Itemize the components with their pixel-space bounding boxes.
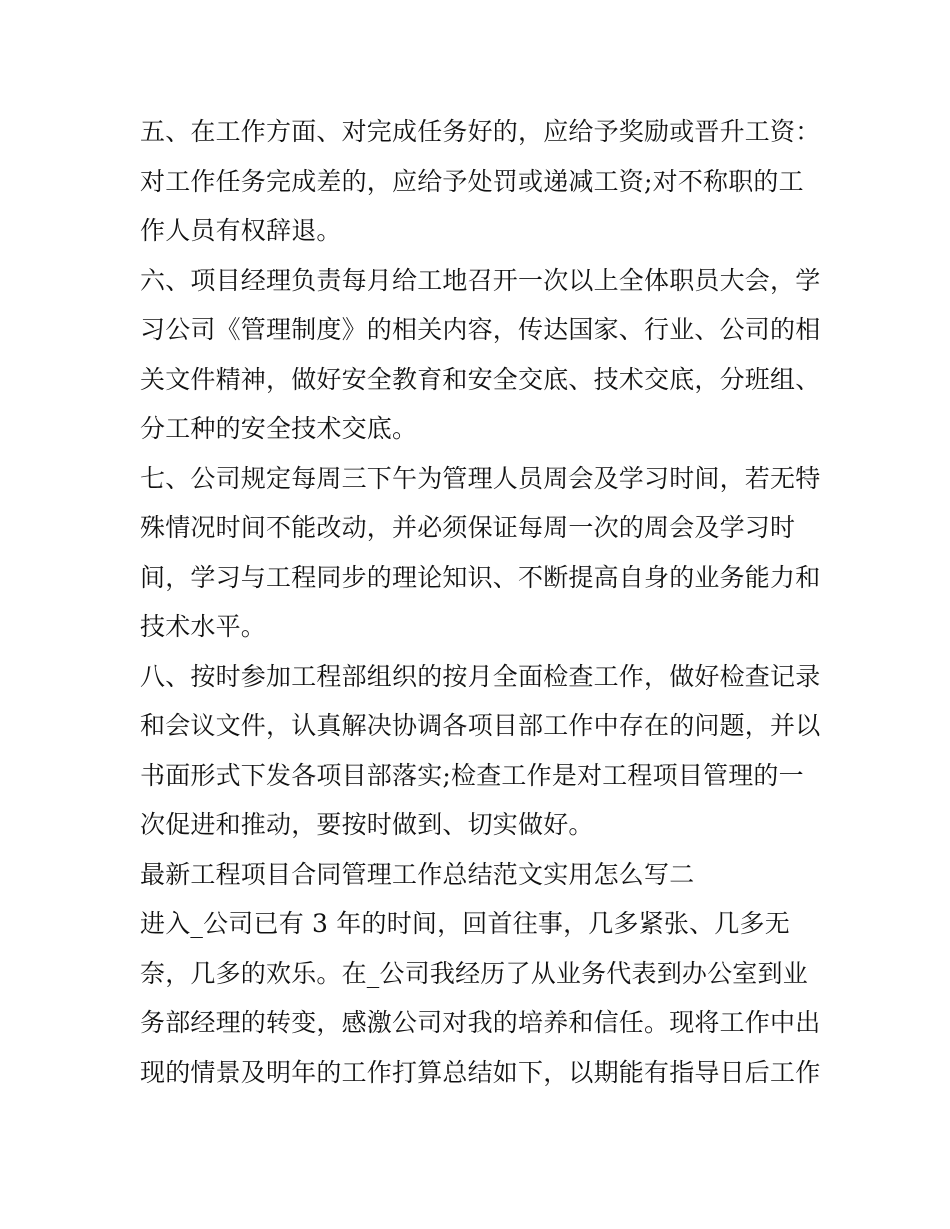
text-line: 八、按时参加工程部组织的按月全面检查工作，做好检查记录 xyxy=(140,661,821,691)
text-line: 习公司《管理制度》的相关内容，传达国家、行业、公司的相 xyxy=(140,315,821,344)
section-heading: 最新工程项目合同管理工作总结范文实用怎么写二 xyxy=(140,859,695,889)
document-body xyxy=(140,107,820,1097)
text-line: 分工种的安全技术交底。 xyxy=(140,414,418,443)
text-line: 进入_公司已有 3 年的时间，回首往事，几多紧张、几多无 xyxy=(140,909,790,938)
text-line: 和会议文件，认真解决协调各项目部工作中存在的问题，并以 xyxy=(140,711,821,740)
text-line: 技术水平。 xyxy=(140,612,267,641)
text-line: 书面形式下发各项目部落实;检查工作是对工程项目管理的一 xyxy=(140,760,804,790)
text-line: 关文件精神，做好安全教育和安全交底、技术交底，分班组、 xyxy=(140,364,821,394)
text-line: 作人员有权辞退。 xyxy=(140,216,342,245)
text-line: 七、公司规定每周三下午为管理人员周会及学习时间，若无特 xyxy=(140,463,821,493)
text-line: 五、在工作方面、对完成任务好的，应给予奖励或晋升工资： xyxy=(140,117,821,146)
text-line: 间，学习与工程同步的理论知识、不断提高自身的业务能力和 xyxy=(140,562,821,592)
text-line: 现的情景及明年的工作打算总结如下，以期能有指导日后工作 xyxy=(140,1057,821,1087)
text-line: 次促进和推动，要按时做到、切实做好。 xyxy=(140,810,594,839)
text-line: 六、项目经理负责每月给工地召开一次以上全体职员大会，学 xyxy=(140,265,821,295)
text-line: 务部经理的转变，感激公司对我的培养和信任。现将工作中出 xyxy=(140,1008,821,1037)
text-line: 对工作任务完成差的，应给予处罚或递减工资;对不称职的工 xyxy=(140,166,804,196)
text-line: 殊情况时间不能改动，并必须保证每周一次的周会及学习时 xyxy=(140,513,796,542)
text-line: 奈，几多的欢乐。在_公司我经历了从业务代表到办公室到业 xyxy=(140,958,808,988)
